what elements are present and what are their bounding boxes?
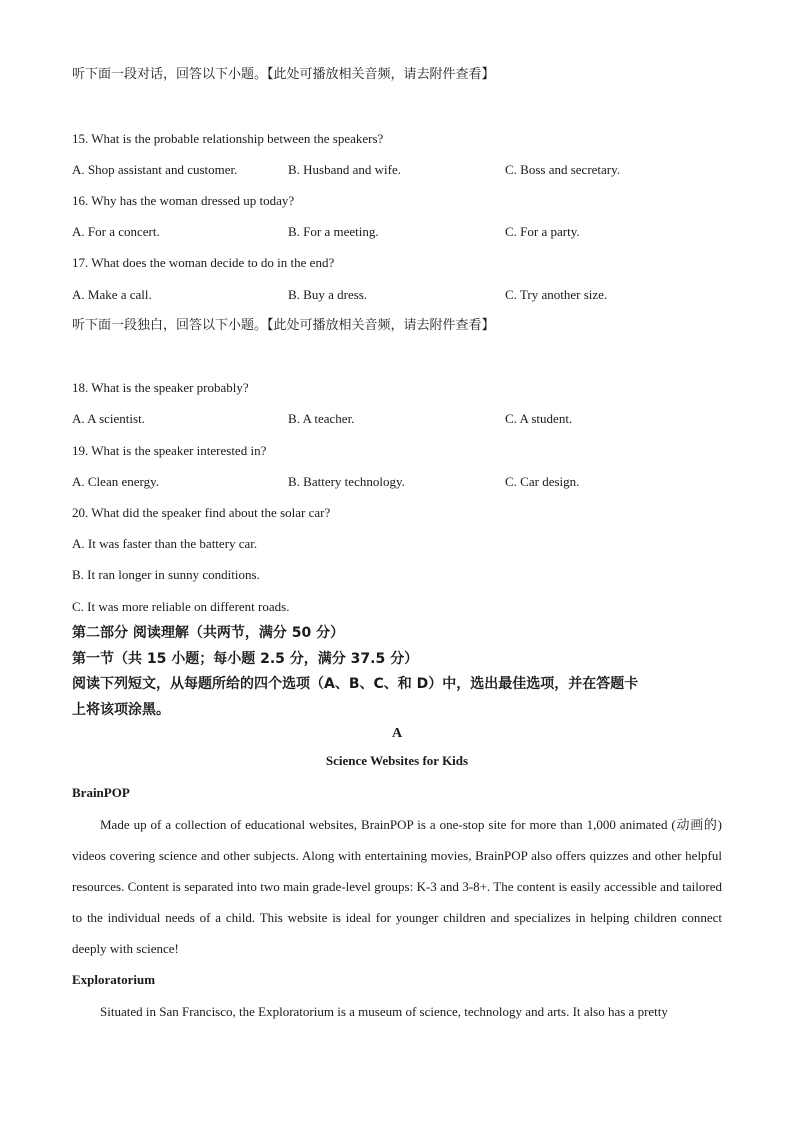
passage-title: Science Websites for Kids [325, 753, 469, 768]
passage-letter: A [391, 726, 403, 741]
question-15: 15. What is the probable relationship between the speakers? [72, 131, 384, 146]
q16-option-a: A. For a concert. [72, 224, 160, 239]
reading-instruction-line-1: 阅读下列短文，从每题所给的四个选项（A、B、C、和 D）中，选出最佳选项，并在答题卡 [72, 676, 639, 692]
section-heading: 第一节（共 15 小题；每小题 2.5 分，满分 37.5 分） [72, 651, 419, 667]
part-heading: 第二部分 阅读理解（共两节，满分 50 分） [72, 625, 345, 641]
site-heading-exploratorium: Exploratorium [72, 972, 156, 987]
q17-option-c: C. Try another size. [505, 287, 608, 302]
paragraph-exploratorium: Situated in San Francisco, the Exploratorium is a museum of science, technology and arts. It also has a pretty [100, 1004, 668, 1019]
q17-option-b: B. Buy a dress. [288, 287, 368, 302]
q20-option-c: C. It was more reliable on different roads. [72, 599, 290, 614]
q16-option-b: B. For a meeting. [288, 224, 379, 239]
q20-option-a: A. It was faster than the battery car. [72, 536, 258, 551]
listening-instruction-2: 听下面一段独白，回答以下小题。【此处可播放相关音频，请去附件查看】 [72, 318, 495, 333]
question-19: 19. What is the speaker interested in? [72, 443, 267, 458]
question-20: 20. What did the speaker find about the solar car? [72, 505, 331, 520]
q15-option-a: A. Shop assistant and customer. [72, 162, 238, 177]
q19-option-c: C. Car design. [505, 474, 580, 489]
reading-instruction-line-2: 上将该项涂黑。 [72, 702, 170, 718]
q15-option-b: B. Husband and wife. [288, 162, 402, 177]
q15-option-c: C. Boss and secretary. [505, 162, 621, 177]
listening-instruction-1: 听下面一段对话，回答以下小题。【此处可播放相关音频，请去附件查看】 [72, 67, 495, 82]
paragraph-brainpop: Made up of a collection of educational websites, BrainPOP is a one-stop site for more than 1,000 animated (动画的) videos covering science and other subjects. Along with entertaining movies, BrainPOP also offers quizzes and other helpful resources. Content is separated into two main grade-level groups: K-3 and 3-8+. The content is easily accessible and tailored to the individual needs of a child. This website is ideal for younger children and specializes in helping children connect deeply with science! [72, 817, 722, 956]
question-16: 16. Why has the woman dressed up today? [72, 193, 295, 208]
q18-option-b: B. A teacher. [288, 411, 355, 426]
question-17: 17. What does the woman decide to do in the end? [72, 255, 335, 270]
question-18: 18. What is the speaker probably? [72, 380, 249, 395]
q19-option-a: A. Clean energy. [72, 474, 160, 489]
q20-option-b: B. It ran longer in sunny conditions. [72, 567, 260, 582]
q18-option-a: A. A scientist. [72, 411, 145, 426]
q17-option-a: A. Make a call. [72, 287, 152, 302]
site-heading-brainpop: BrainPOP [72, 785, 130, 800]
q18-option-c: C. A student. [505, 411, 573, 426]
q16-option-c: C. For a party. [505, 224, 580, 239]
q19-option-b: B. Battery technology. [288, 474, 405, 489]
